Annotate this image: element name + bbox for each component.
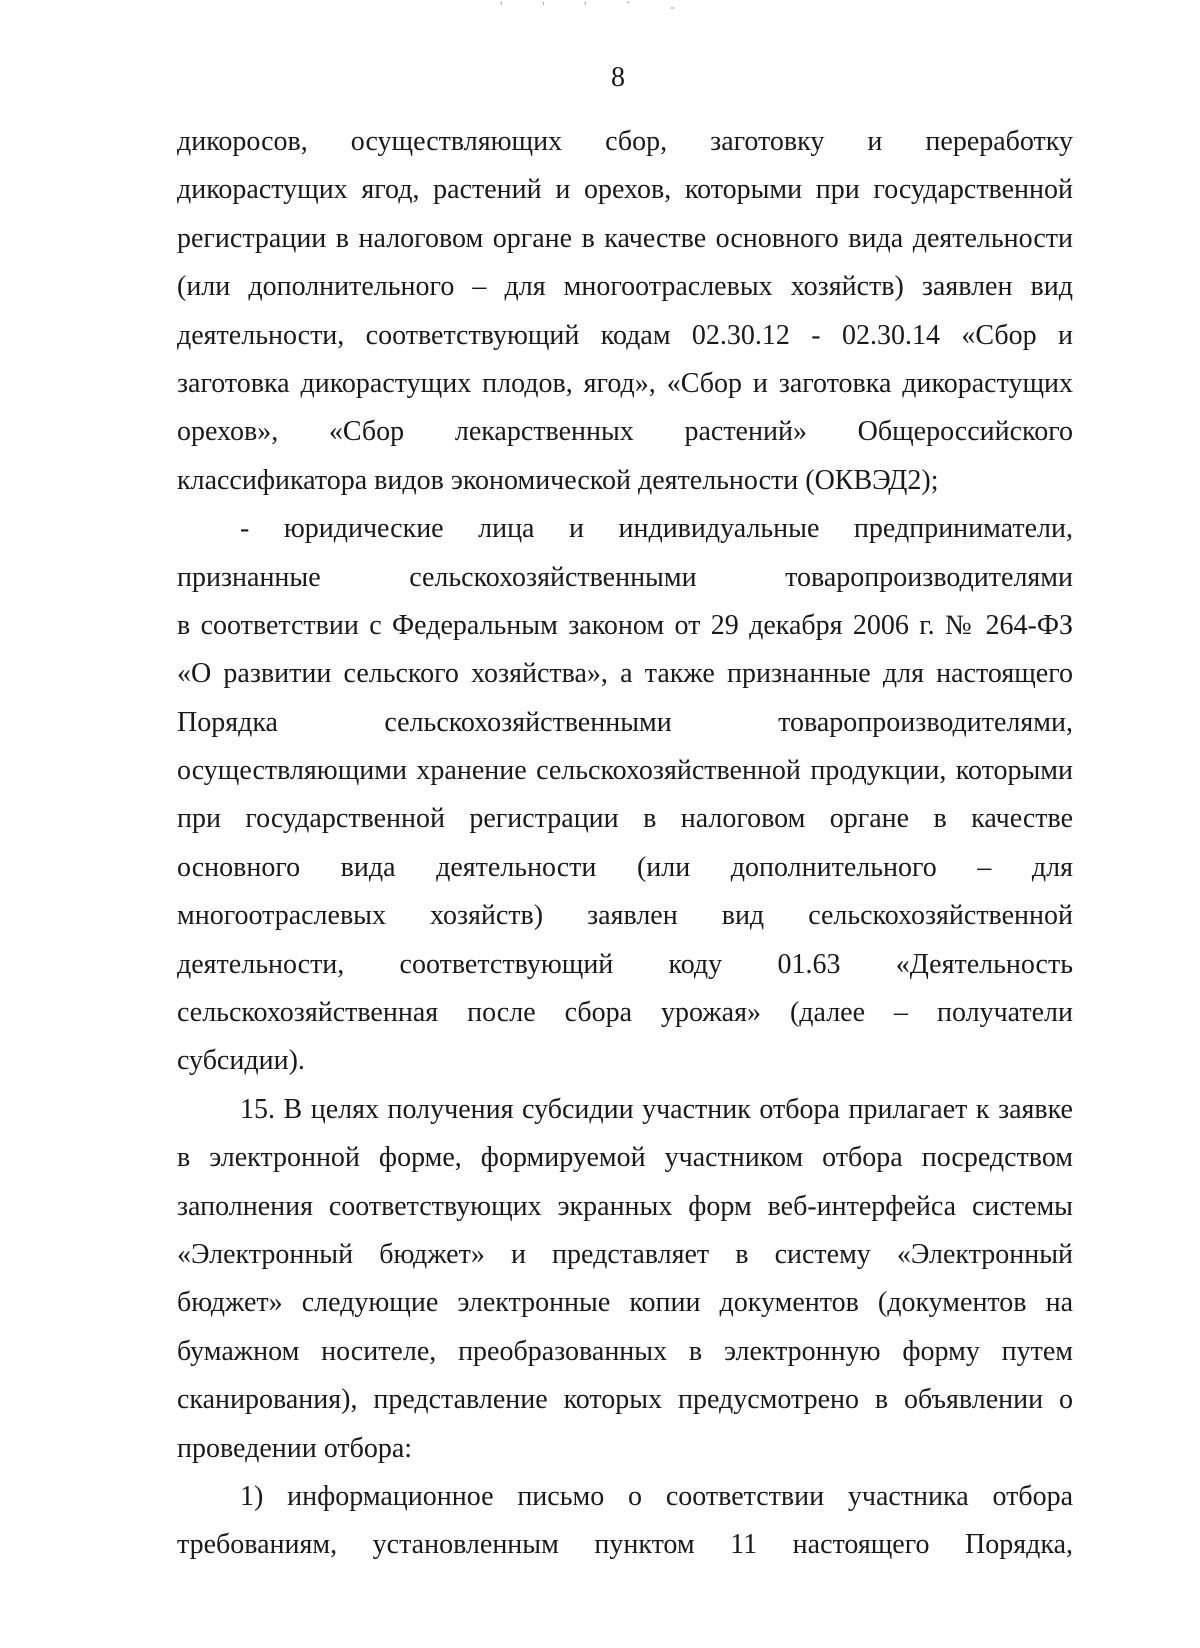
text-line: Порядка сельскохозяйственными товаропроизводителями,: [177, 706, 1073, 738]
text-line: 15. В целях получения субсидии участник отбора прилагает к заявке: [240, 1093, 1073, 1125]
text-line: бумажном носителе, преобразованных в электронную форму путем: [177, 1335, 1073, 1367]
text-line: регистрации в налоговом органе в качестве основного вида деятельности: [177, 222, 1073, 254]
document-body: [177, 118, 1073, 1570]
text-line: (или дополнительного – для многоотраслевых хозяйств) заявлен вид: [177, 271, 1073, 303]
scan-artifact: ' ' ' ` -: [500, 0, 693, 15]
text-line: «Электронный бюджет» и представляет в систему «Электронный: [177, 1238, 1073, 1270]
text-line: «О развитии сельского хозяйства», а также признанные для настоящего: [177, 658, 1073, 690]
text-line: в соответствии с Федеральным законом от 29 декабря 2006 г. № 264-ФЗ: [177, 609, 1073, 641]
paragraph: [177, 118, 1073, 505]
text-line: дикоросов, осуществляющих сбор, заготовку и переработку: [177, 126, 1073, 157]
text-line: признанные сельскохозяйственными товаропроизводителями: [177, 561, 1073, 593]
text-line: при государственной регистрации в налоговом органе в качестве: [177, 803, 1073, 835]
text-line: деятельности, соответствующий кодам 02.30.12 - 02.30.14 «Сбор и: [177, 319, 1073, 351]
paragraph: [177, 505, 1073, 1086]
text-line: дикорастущих ягод, растений и орехов, которыми при государственной: [177, 174, 1073, 206]
text-line: многоотраслевых хозяйств) заявлен вид сельскохозяйственной: [177, 900, 1073, 932]
text-line: заполнения соответствующих экранных форм веб-интерфейса системы: [177, 1190, 1073, 1222]
text-line: проведении отбора:: [177, 1432, 413, 1464]
text-line: сельскохозяйственная после сбора урожая» (далее – получатели: [177, 997, 1073, 1029]
text-line: классификатора видов экономической деятельности (ОКВЭД2);: [177, 464, 939, 496]
text-line: бюджет» следующие электронные копии документов (документов на: [177, 1287, 1073, 1319]
text-line: деятельности, соответствующий коду 01.63 «Деятельность: [177, 948, 1073, 980]
text-line: субсидии).: [177, 1045, 305, 1077]
paragraph: [177, 1473, 1073, 1570]
text-line: осуществляющими хранение сельскохозяйственной продукции, которыми: [177, 755, 1073, 787]
text-line: сканирования), представление которых предусмотрено в объявлении о: [177, 1384, 1073, 1416]
text-line: - юридические лица и индивидуальные предприниматели,: [240, 513, 1073, 545]
text-line: основного вида деятельности (или дополнительного – для: [177, 851, 1073, 883]
page-number: 8: [611, 62, 625, 93]
text-line: 1) информационное письмо о соответствии участника отбора: [240, 1480, 1073, 1512]
paragraph: [177, 1086, 1073, 1473]
text-line: заготовка дикорастущих плодов, ягод», «Сбор и заготовка дикорастущих: [177, 367, 1073, 399]
text-line: орехов», «Сбор лекарственных растений» Общероссийского: [177, 416, 1073, 448]
text-line: требованиям, установленным пунктом 11 настоящего Порядка,: [177, 1529, 1073, 1561]
text-line: в электронной форме, формируемой участником отбора посредством: [177, 1142, 1073, 1174]
